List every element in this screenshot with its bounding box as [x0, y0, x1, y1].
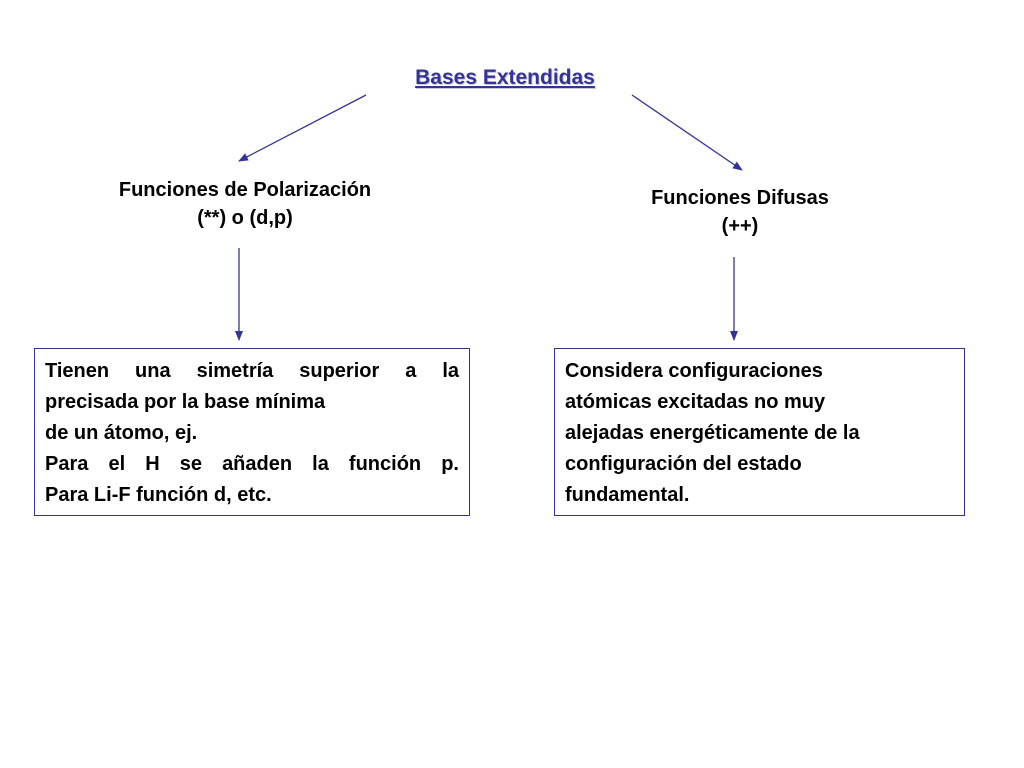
- left-box-line: Para el H se añaden la función p.: [45, 453, 459, 475]
- left-box-line: Para Li-F función d, etc.: [45, 484, 272, 506]
- right-box-line: alejadas energéticamente de la: [565, 422, 860, 444]
- left-box-line: de un átomo, ej.: [45, 422, 198, 444]
- left-box-line: Tienen una simetría superior a la: [45, 360, 459, 382]
- left-description-box: [34, 348, 470, 516]
- arrow-title-to-right-heading: [632, 95, 742, 170]
- right-box-line: fundamental.: [565, 484, 690, 506]
- diagram-title: Bases Extendidas: [415, 66, 595, 89]
- right-branch-heading: [590, 184, 890, 240]
- arrow-title-to-left-heading: [239, 95, 366, 161]
- left-heading-line-1: Funciones de Polarización: [118, 179, 372, 201]
- right-description-box: [554, 348, 965, 516]
- left-box-line: precisada por la base mínima: [45, 391, 326, 413]
- right-box-line: configuración del estado: [565, 453, 802, 475]
- right-box-line: Considera configuraciones: [565, 360, 823, 382]
- right-box-line: atómicas excitadas no muy: [565, 391, 826, 413]
- left-branch-heading: [60, 176, 430, 232]
- right-heading-line-2: (++): [721, 215, 759, 237]
- right-heading-line-1: Funciones Difusas: [651, 187, 829, 209]
- left-heading-line-2: (**) o (d,p): [197, 207, 293, 229]
